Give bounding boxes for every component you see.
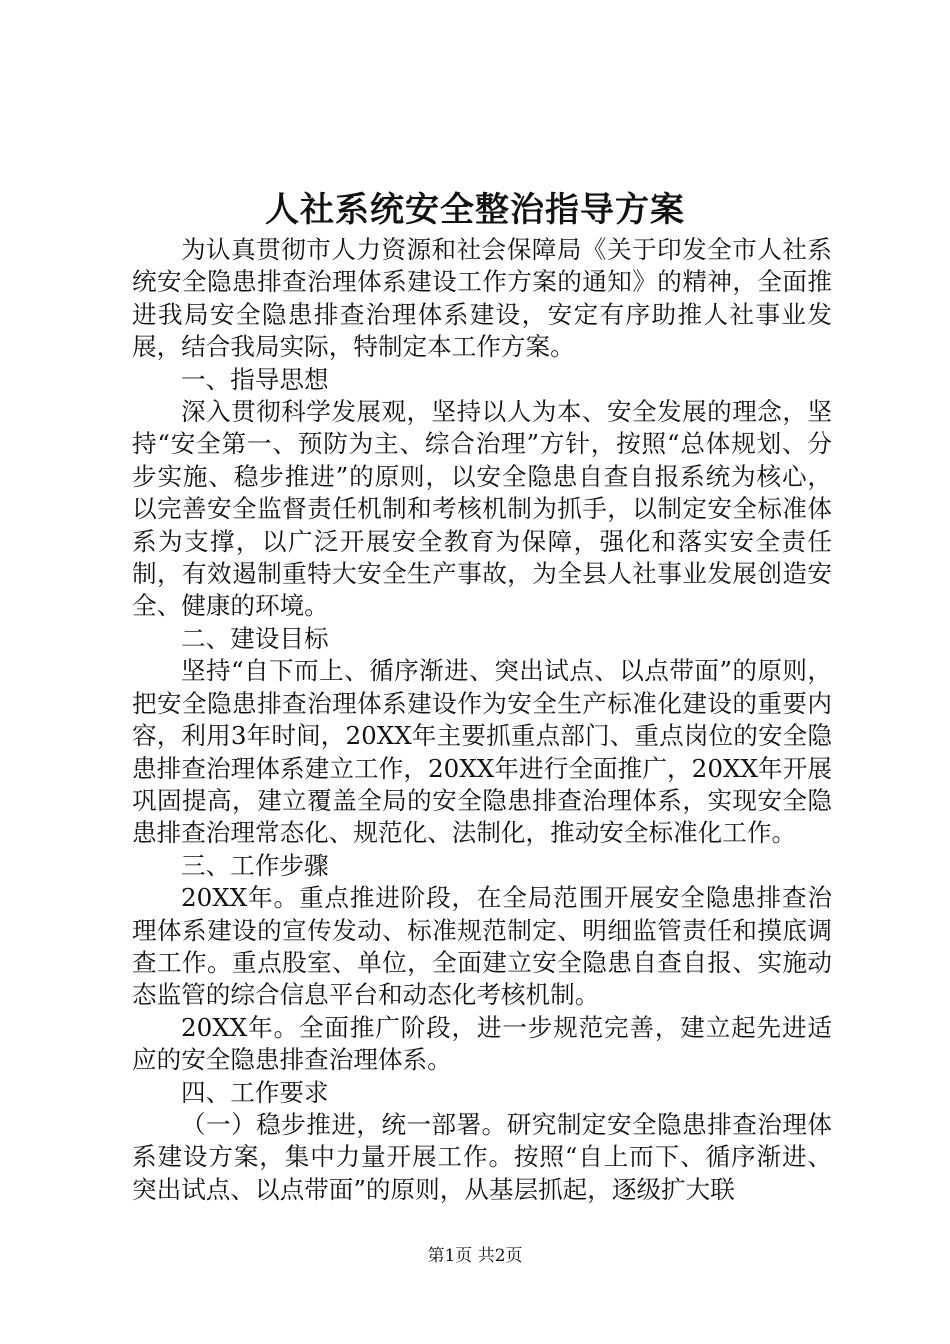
section-paragraph: 20XX年。重点推进阶段，在全局范围开展安全隐患排查治理体系建设的宣传发动、标准规范制定、明细监管责任和摸底调查工作。重点股室、单位，全面建立安全隐患自查自报、实施动态监管的综合信息平台和动态化考核机制。 [132, 883, 832, 1010]
section-heading-work-steps: 三、工作步骤 [181, 850, 329, 880]
document-body [132, 234, 832, 1206]
section-paragraph: 坚持“自下而上、循序渐进、突出试点、以点带面”的原则，把安全隐患排查治理体系建设作为安全生产标准化建设的重要内容，利用3年时间，20XX年主要抓重点部门、重点岗位的安全隐患排查治理体系建立工作，20XX年进行全面推广，20XX年开展巩固提高，建立覆盖全局的安全隐患排查治理体系，实现安全隐患排查治理常态化、规范化、法制化，推动安全标准化工作。 [132, 656, 832, 848]
section-heading-construction-goals: 二、建设目标 [181, 623, 329, 653]
section-heading-work-requirements: 四、工作要求 [181, 1077, 329, 1107]
section-paragraph: 20XX年。全面推广阶段，进一步规范完善，建立起先进适应的安全隐患排查治理体系。 [132, 1012, 832, 1075]
page-number-footer: 第1页 共2页 [427, 1246, 523, 1266]
section-paragraph: 深入贯彻科学发展观，坚持以人为本、安全发展的理念，坚持“安全第一、预防为主、综合治理”方针，按照“总体规划、分步实施、稳步推进”的原则，以安全隐患自查自报系统为核心，以完善安全监督责任机制和考核机制为抓手，以制定安全标准体系为支撑，以广泛开展安全教育为保障，强化和落实安全责任制，有效遏制重特大安全生产事故，为全县人社事业发展创造安全、健康的环境。 [132, 397, 832, 621]
section-heading-guiding-thought: 一、指导思想 [181, 364, 329, 394]
section-paragraph: （一）稳步推进，统一部署。研究制定安全隐患排查治理体系建设方案，集中力量开展工作。按照“自上而下、循序渐进、突出试点、以点带面”的原则，从基层抓起，逐级扩大联 [132, 1109, 832, 1204]
intro-paragraph: 为认真贯彻市人力资源和社会保障局《关于印发全市人社系统安全隐患排查治理体系建设工作方案的通知》的精神，全面推进我局安全隐患排查治理体系建设，安定有序助推人社事业发展，结合我局实际，特制定本工作方案。 [132, 235, 832, 362]
document-title: 人社系统安全整治指导方案 [265, 190, 685, 230]
